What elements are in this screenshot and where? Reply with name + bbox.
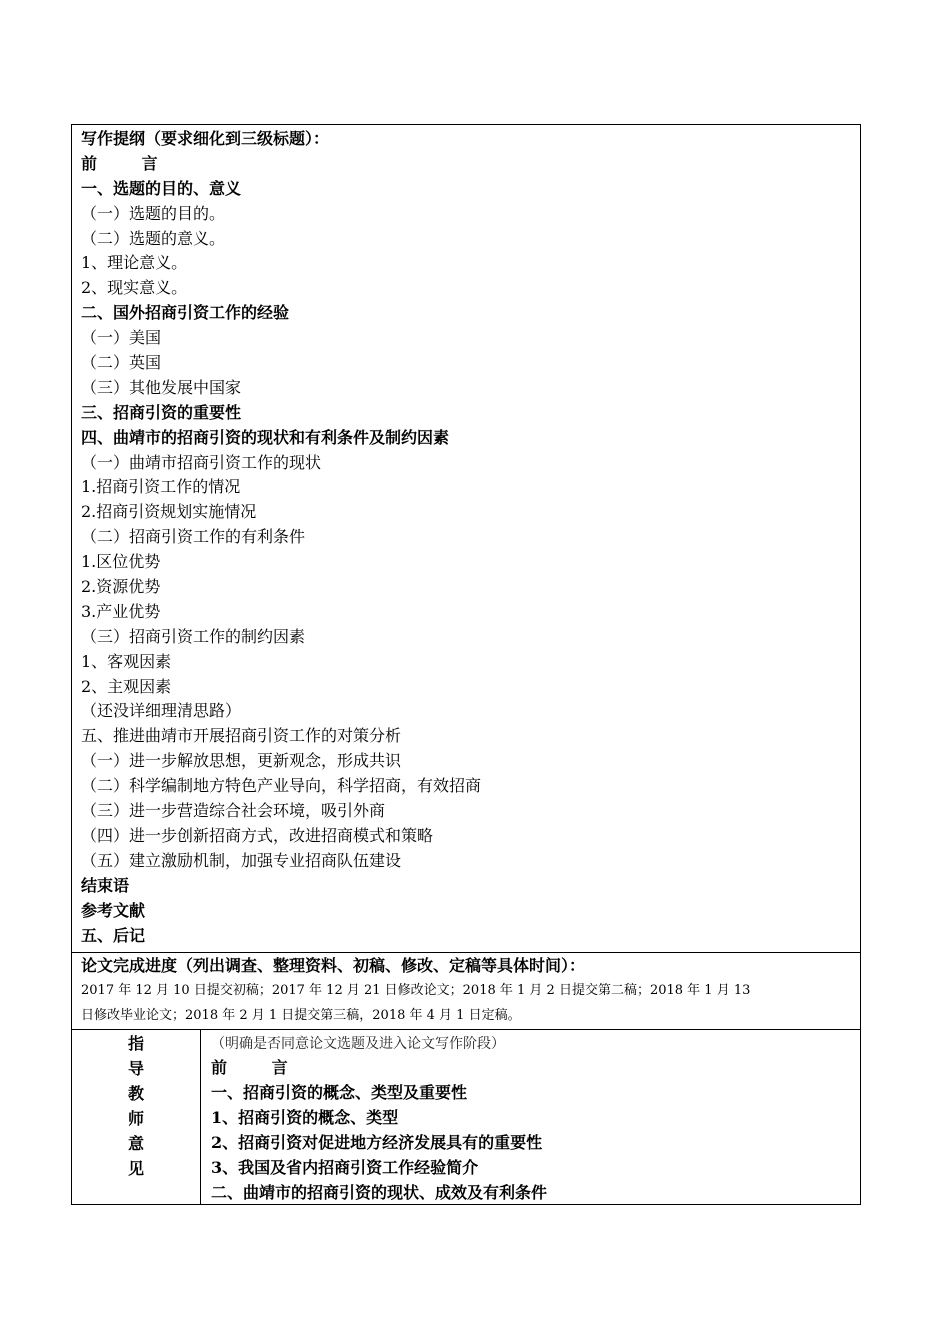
progress-line-1: 2017 年 12 月 10 日提交初稿；2017 年 12 月 21 日修改论文；2018 年 1 月 2 日提交第二稿；2018 年 1 月 13 [81,983,751,999]
outline-item: （二）选题的意义。 [81,228,226,248]
progress-section [72,953,860,1030]
advisor-label-char: 师 [127,1109,144,1129]
outline-item: 三、招商引资的重要性 [81,402,242,422]
advisor-item: 3、我国及省内招商引资工作经验简介 [211,1157,479,1177]
outline-item: （还没详细理清思路） [81,701,242,721]
advisor-item: 1、招商引资的概念、类型 [211,1108,399,1128]
outline-item: （五）建立激励机制，加强专业招商队伍建设 [81,850,402,870]
outline-item: 1、理论意义。 [81,253,188,273]
advisor-label-char: 导 [127,1059,144,1079]
advisor-opinion-section [72,1030,860,1204]
outline-item: 五、推进曲靖市开展招商引资工作的对策分析 [81,726,402,746]
advisor-item: 一、招商引资的概念、类型及重要性 [211,1083,468,1103]
outline-header: 写作提纲（要求细化到三级标题）： [81,129,330,148]
outline-item: 一、选题的目的、意义 [81,178,242,198]
outline-item: 2、现实意义。 [81,278,188,298]
advisor-label-char: 见 [127,1158,144,1178]
advisor-note: （明确是否同意论文选题及进入论文写作阶段） [211,1036,505,1053]
outline-item: 1.区位优势 [81,552,161,572]
outline-item: 四、曲靖市的招商引资的现状和有利条件及制约因素 [81,427,450,447]
progress-line-2: 日修改毕业论文；2018 年 2 月 1 日提交第三稿，2018 年 4 月 1 日定稿。 [81,1008,521,1024]
outline-item: （三）其他发展中国家 [81,377,242,397]
advisor-opinion-label [72,1030,201,1204]
outline-item: （三）进一步营造综合社会环境，吸引外商 [81,801,386,821]
outline-section [72,125,860,953]
advisor-lines [211,1056,860,1205]
progress-header: 论文完成进度（列出调查、整理资料、初稿、修改、定稿等具体时间）： [81,956,586,976]
advisor-label-char: 指 [127,1034,144,1054]
outline-item: （四）进一步创新招商方式，改进招商模式和策略 [81,825,434,845]
advisor-opinion-body [201,1030,860,1204]
outline-item: （一）美国 [81,328,162,348]
outline-item: 3.产业优势 [81,601,161,621]
outline-item: 五、后记 [81,925,146,945]
outline-item: （三）招商引资工作的制约因素 [81,626,306,646]
outline-item: （一）进一步解放思想，更新观念，形成共识 [81,751,402,771]
outline-item: （二）科学编制地方特色产业导向，科学招商，有效招商 [81,776,482,796]
outline-item: 2.招商引资规划实施情况 [81,502,257,522]
outline-item: 前 言 [81,153,158,173]
outline-lines [81,152,852,949]
outline-item: 2、主观因素 [81,676,172,696]
advisor-label-char: 意 [127,1133,144,1153]
outline-item: 参考文献 [81,900,146,920]
advisor-label-char: 教 [127,1084,144,1104]
advisor-item: 2、招商引资对促进地方经济发展具有的重要性 [211,1133,543,1153]
outline-item: 1.招商引资工作的情况 [81,477,241,497]
outline-item: （二）招商引资工作的有利条件 [81,527,306,547]
outline-item: 二、国外招商引资工作的经验 [81,303,290,323]
outline-item: 1、客观因素 [81,651,172,671]
outline-item: 结束语 [81,875,130,895]
proposal-form-table [71,124,861,1205]
advisor-item: 二、曲靖市的招商引资的现状、成效及有利条件 [211,1182,548,1202]
outline-item: （一）选题的目的。 [81,203,226,223]
advisor-item: 前 言 [211,1058,288,1078]
outline-item: （二）英国 [81,353,162,373]
outline-item: 2.资源优势 [81,577,161,597]
outline-item: （一）曲靖市招商引资工作的现状 [81,452,322,472]
